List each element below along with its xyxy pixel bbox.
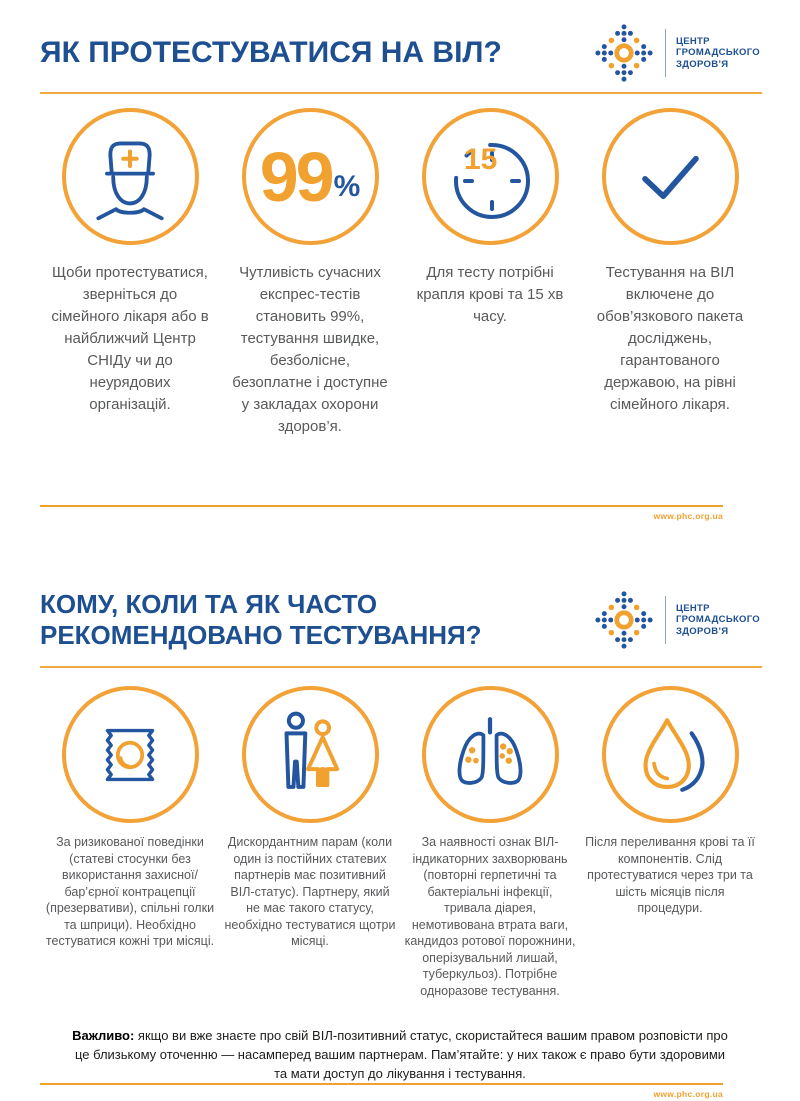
- phc-logo-mark-icon: [595, 24, 653, 82]
- couple-icon: [242, 686, 379, 823]
- caption-accuracy: Чутливість сучасних експрес-тестів становить 99%, тестування швидке, безболісне, безоплатне і доступне у закладах охорони здоров’я.: [232, 264, 388, 435]
- section2-title: КОМУ, КОЛИ ТА ЯК ЧАСТО РЕКОМЕНДОВАНО ТЕСТУВАННЯ?: [40, 589, 482, 650]
- caption-guarantee: Тестування на ВІЛ включене до обов’язкового пакета досліджень, гарантованого державою, на рівні сімейного лікаря.: [596, 264, 744, 413]
- section1-header: [40, 20, 760, 86]
- caption-transfusion: Після переливання крові та її компонентів. Слід протестуватися через три та шість місяців після процедури.: [585, 835, 755, 915]
- logo-divider: [665, 29, 666, 77]
- section2-icon-row: [40, 686, 760, 823]
- header-divider: [40, 666, 762, 668]
- section1-captions: [40, 262, 760, 438]
- phc-logo: [595, 591, 760, 649]
- section2-header: [40, 580, 760, 660]
- section1-footer: [40, 505, 723, 521]
- section1-icon-row: [40, 108, 760, 245]
- 99-percent-badge: [242, 108, 379, 245]
- caption-discordant-couples: Дискордантним парам (коли один із постійних статевих партнерів має позитивний ВІЛ-статус). Партнеру, який не має такого статусу, необхідно тестуватися щотри місяці.: [224, 835, 396, 948]
- caption-time: Для тесту потрібні крапля крові та 15 хв часу.: [416, 264, 564, 325]
- section1-title: ЯК ПРОТЕСТУВАТИСЯ НА ВІЛ?: [40, 36, 502, 69]
- phc-url: www.phc.org.ua: [653, 1088, 723, 1099]
- footer-divider: [40, 505, 723, 507]
- blood-drop-icon: [602, 686, 739, 823]
- caption-doctor: Щоби протестуватися, зверніться до сімейного лікаря або в найближчий Центр СНІДу чи до неурядових організацій.: [51, 264, 209, 413]
- header-divider: [40, 92, 762, 94]
- lungs-icon: [422, 686, 559, 823]
- condom-icon: [62, 686, 199, 823]
- section2-captions: [40, 834, 760, 999]
- logo-divider: [665, 596, 666, 644]
- clock-minutes-label: 15: [464, 142, 498, 176]
- section-who-when-test: [0, 540, 800, 1101]
- phc-url: www.phc.org.ua: [653, 510, 723, 521]
- checkmark-icon: [602, 108, 739, 245]
- caption-indicator-diseases: За наявності ознак ВІЛ-індикаторних захворювань (повторні герпетичні та бактеріальні інфекції, тривала діарея, немотивована втрата ваги, кандидоз ротової порожнини, оперізувальний лишай, туберкульоз). Потрібне одноразове тестування.: [404, 835, 576, 998]
- important-text: якщо ви вже знаєте про свій ВІЛ-позитивний статус, скористайтеся вашим правом розповісти про це близькому оточенню — насамперед вашим партнерам. Пам’ятайте: у них також є право бути здоровими та мати доступ до лікування і тестування.: [74, 1028, 728, 1081]
- caption-risky-behavior: За ризикованої поведінки (статеві стосунки без використання захисної/бар’єрної контрацепції (презервативи), спільні голки та шприци). Необхідно тестуватися кожні три місяці.: [45, 835, 215, 948]
- logo-wordmark: ЦЕНТР ГРОМАДСЬКОГО ЗДОРОВ’Я: [675, 602, 760, 637]
- doctor-icon: [62, 108, 199, 245]
- phc-logo: [595, 24, 760, 82]
- logo-wordmark: ЦЕНТР ГРОМАДСЬКОГО ЗДОРОВ’Я: [675, 35, 760, 70]
- stat-number: 99: [259, 137, 332, 216]
- footer-divider: [40, 1083, 723, 1085]
- important-label: Важливо:: [72, 1028, 135, 1043]
- phc-logo-mark-icon: [595, 591, 653, 649]
- section-how-to-test: [0, 0, 800, 540]
- clock-15-min-icon: [422, 108, 559, 245]
- stat-percent-sign: %: [333, 169, 361, 203]
- section2-footer: [40, 1083, 723, 1099]
- important-note: [70, 1026, 730, 1083]
